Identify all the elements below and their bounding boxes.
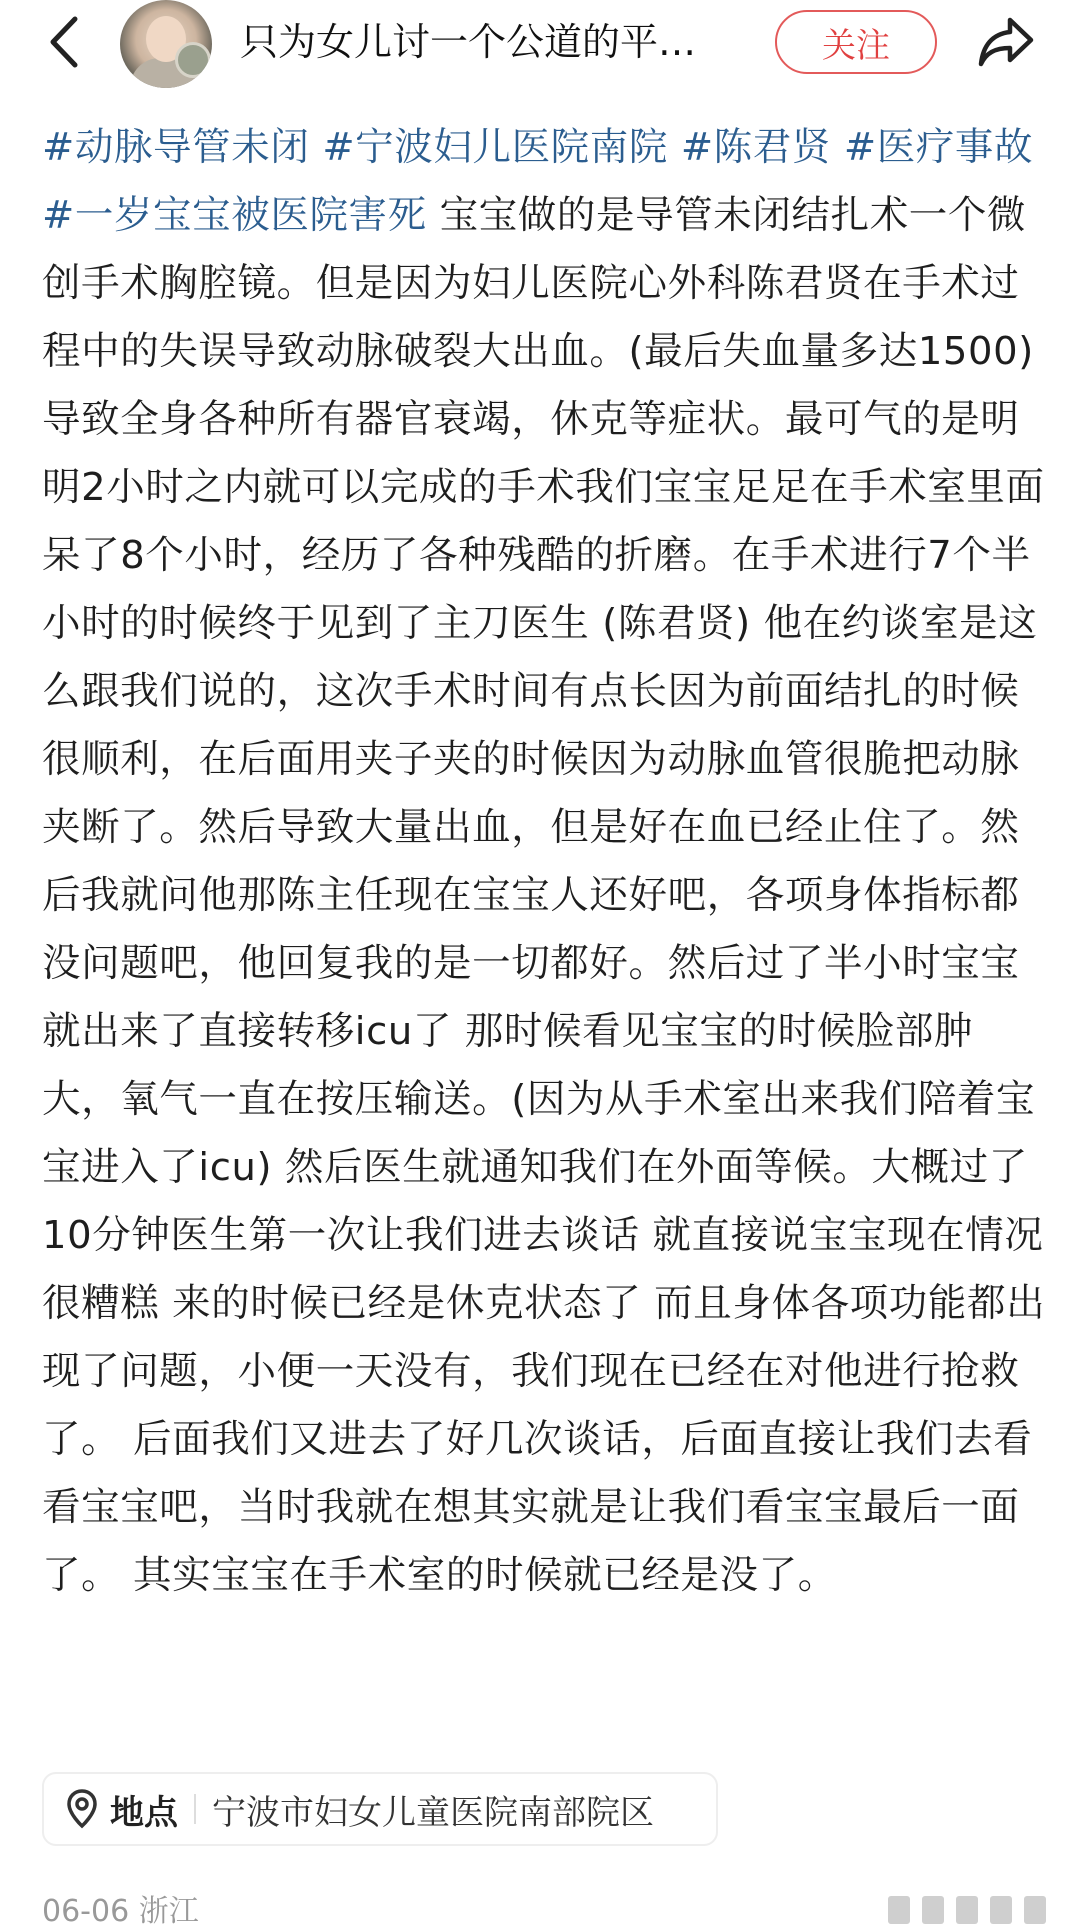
hashtag-link[interactable]: #医疗事故 [843,125,1034,170]
avatar[interactable] [120,0,212,88]
hashtag-link[interactable]: #陈君贤 [680,125,831,170]
follow-button[interactable]: 关注 [775,10,937,74]
post-content [42,114,1048,1610]
location-label: 地点 [110,1792,178,1833]
location-pin-icon [64,1787,100,1831]
location-name: 宁波市妇女儿童医院南部院区 [212,1792,654,1833]
author-name[interactable]: 只为女儿讨一个公道的平… [240,20,697,64]
post-date-region: 06-06 浙江 [42,1894,199,1929]
share-arrow-icon [977,16,1035,68]
back-button[interactable] [36,14,92,70]
back-chevron-icon [49,16,79,68]
hashtag-link[interactable]: #动脉导管未闭 [42,125,310,170]
share-button[interactable] [974,12,1038,72]
top-bar [0,0,1080,100]
divider [194,1794,196,1824]
location-chip[interactable] [42,1772,718,1846]
post-body-text: 宝宝做的是导管未闭结扎术一个微创手术胸腔镜。但是因为妇儿医院心外科陈君贤在手术过程中的失误导致动脉破裂大出血。(最后失血量多达1500) 导致全身各种所有器官衰竭，休克等症状。最可气的是明明2小时之内就可以完成的手术我们宝宝足足在手术室里面呆了8个小时，经历了各种残酷的折磨。在手术进行7个半小时的时候终于见到了主刀医生 (陈君贤) 他在约谈室是这么跟我们说的，这次手术时间有点长因为前面结扎的时候很顺利，在后面用夹子夹的时候因为动脉血管很脆把动脉夹断了。然后导致大量出血，但是好在血已经止住了。然后我就问他那陈主任现在宝宝人还好吧，各项身体指标都没问题吧，他回复我的是一切都好。然后过了半小时宝宝就出来了直接转移icu了 那时候看见宝宝的时候脸部肿大，氧气一直在按压输送。(因为从手术室出来我们陪着宝宝进入了icu) 然后医生就通知我们在外面等候。大概过了10分钟医生第一次让我们进去谈话 就直接说宝宝现在情况很糟糕 来的时候已经是休克状态了 而且身体各项功能都出现了问题，小便一天没有，我们现在已经在对他进行抢救了。 后面我们又进去了好几次谈话，后面直接让我们去看看宝宝吧，当时我就在想其实就是让我们看宝宝最后一面了。 其实宝宝在手术室的时候就已经是没了。 [42,193,1046,1598]
bottom-action-placeholders [888,1896,1058,1924]
hashtag-link[interactable]: #宁波妇儿医院南院 [322,125,668,170]
hashtag-link[interactable]: #一岁宝宝被医院害死 [42,193,427,238]
